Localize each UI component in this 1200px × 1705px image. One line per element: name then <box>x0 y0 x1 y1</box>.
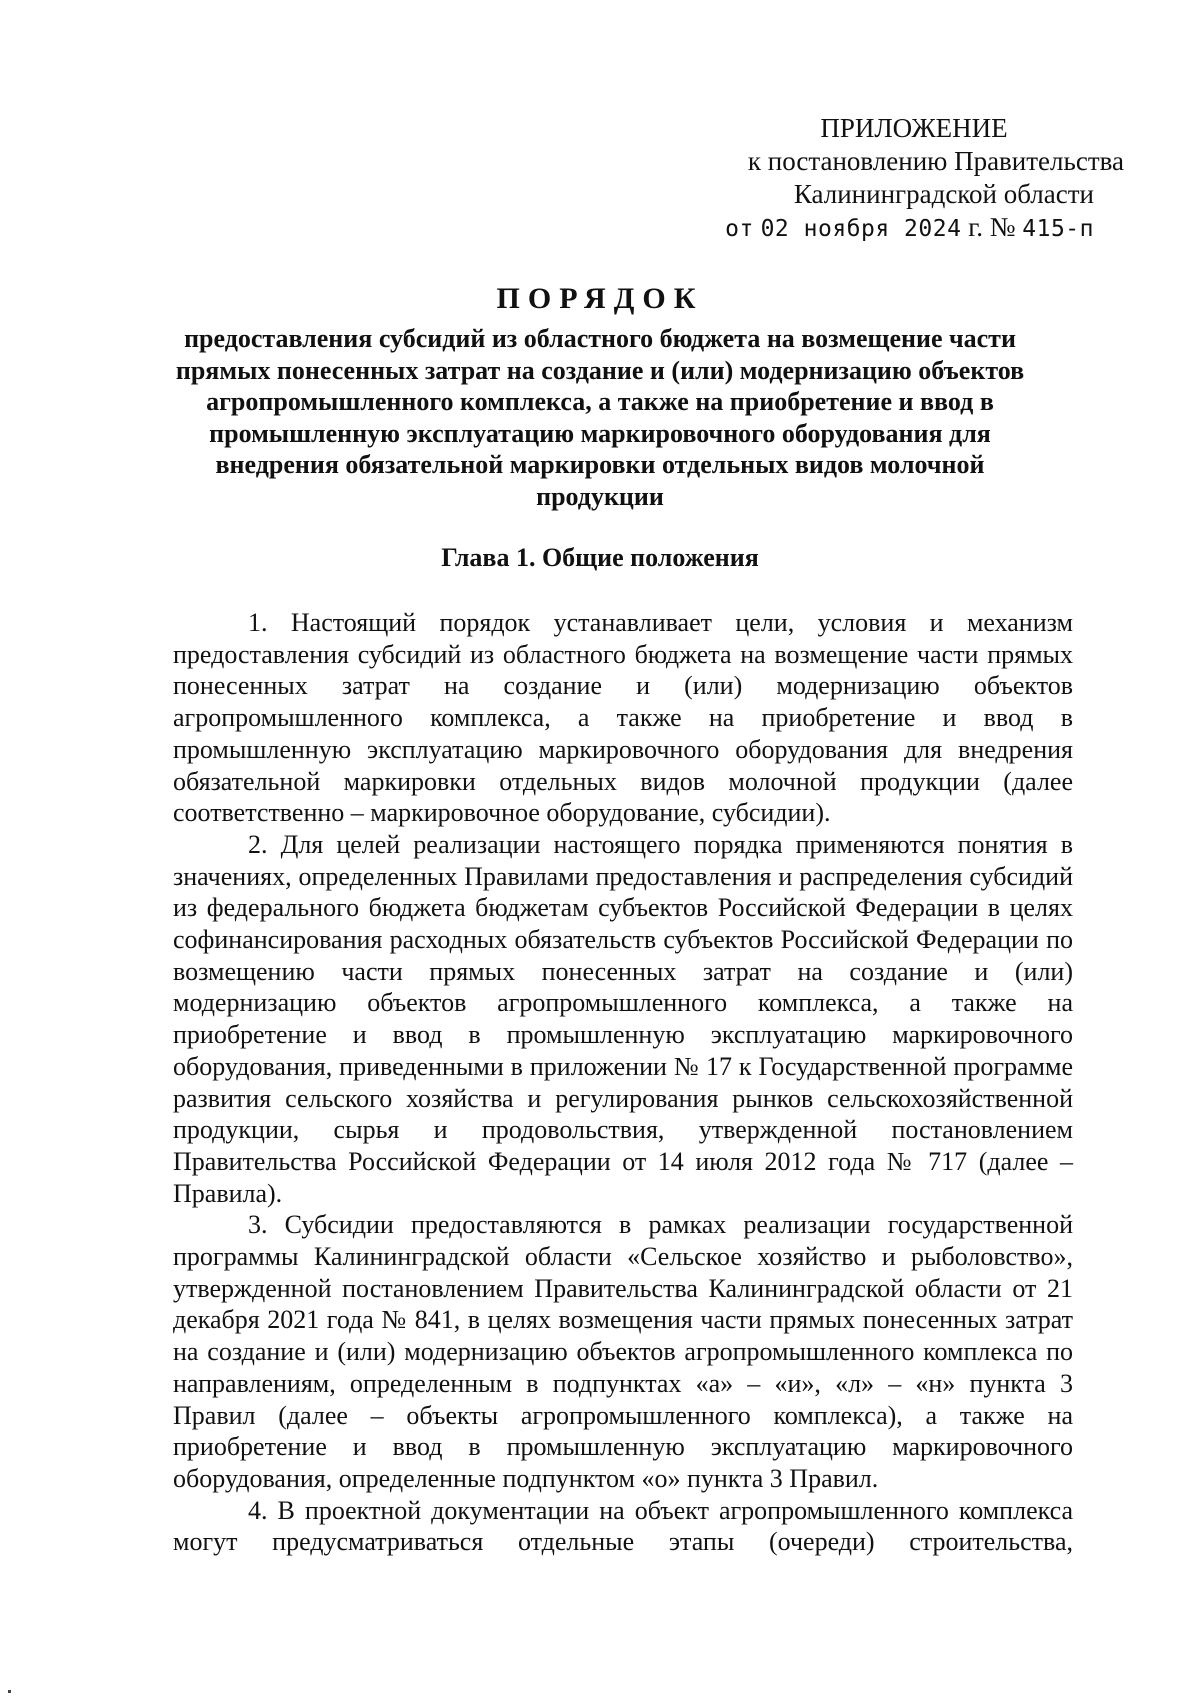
appendix-date-line <box>664 211 1124 246</box>
appendix-heading: ПРИЛОЖЕНИЕ <box>820 113 1008 143</box>
paragraph-1: 1. Настоящий порядок устанавливает цели, условия и механизм предоставления субсидий из областного бюджета на возмещение части прямых понесенных затрат на создание и (или) модернизацию объектов агропромышленного комплекса, а также на приобретение и ввод в промышленную эксплуатацию маркировочного оборудования для внедрения обязательной маркировки отдельных видов молочной продукции (далее соответственно – маркировочное оборудование, субсидии). <box>173 608 1073 828</box>
document-body <box>173 607 1073 1558</box>
appendix-block <box>664 112 1124 246</box>
paragraph-4: 4. В проектной документации на объект агропромышленного комплекса могут предусматриваться отдельные этапы (очереди) строительства, <box>173 1495 1073 1557</box>
title-block <box>150 279 1050 512</box>
paragraph-2: 2. Для целей реализации настоящего порядка применяются понятия в значениях, определенных Правилами предоставления и распределения субсидий из федерального бюджета бюджетам субъектов Российской Федерации в целях софинансирования расходных обязательств субъектов Российской Федерации по возмещению части прямых понесенных затрат на создание и (или) модернизацию объектов агропромышленного комплекса, а также на приобретение и ввод в промышленную эксплуатацию маркировочного оборудования, приведенными в приложении № 17 к Государственной программе развития сельского хозяйства и регулирования рынков сельскохозяйственной продукции, сырья и продовольствия, утвержденной постановлением Правительства Российской Федерации от 14 июля 2012 года № 717 (далее – Правила). <box>173 829 1073 1208</box>
date-prefix: от <box>725 216 754 242</box>
document-title: ПОРЯДОК <box>496 282 704 315</box>
appendix-region-line: Калининградской области <box>793 179 1094 209</box>
chapter-heading: Глава 1. Общие положения <box>441 543 759 572</box>
appendix-resolution-line: к постановлению Правительства <box>747 146 1124 176</box>
date-suffix: г. № <box>968 212 1016 242</box>
scan-mark <box>8 1690 11 1693</box>
date-value: 02 ноября 2024 <box>760 216 962 242</box>
document-subtitle: предоставления субсидий из областного бюджета на возмещение части прямых понесенных затрат на создание и (или) модернизацию объектов агропромышленного комплекса, а также на приобретение и ввод в промышленную эксплуатацию маркировочного оборудования для внедрения обязательной маркировки отдельных видов молочной продукции <box>175 324 1025 511</box>
paragraph-3: 3. Субсидии предоставляются в рамках реализации государственной программы Калининградской области «Сельское хозяйство и рыболовство», утвержденной постановлением Правительства Калининградской области от 21 декабря 2021 года № 841, в целях возмещения части прямых понесенных затрат на создание и (или) модернизацию объектов агропромышленного комплекса по направлениям, определенным в подпунктах «а» – «и», «л» – «н» пункта 3 Правил (далее – объекты агропромышленного комплекса), а также на приобретение и ввод в промышленную эксплуатацию маркировочного оборудования, определенные подпунктом «о» пункта 3 Правил. <box>173 1210 1073 1493</box>
resolution-number: 415-п <box>1022 216 1094 242</box>
